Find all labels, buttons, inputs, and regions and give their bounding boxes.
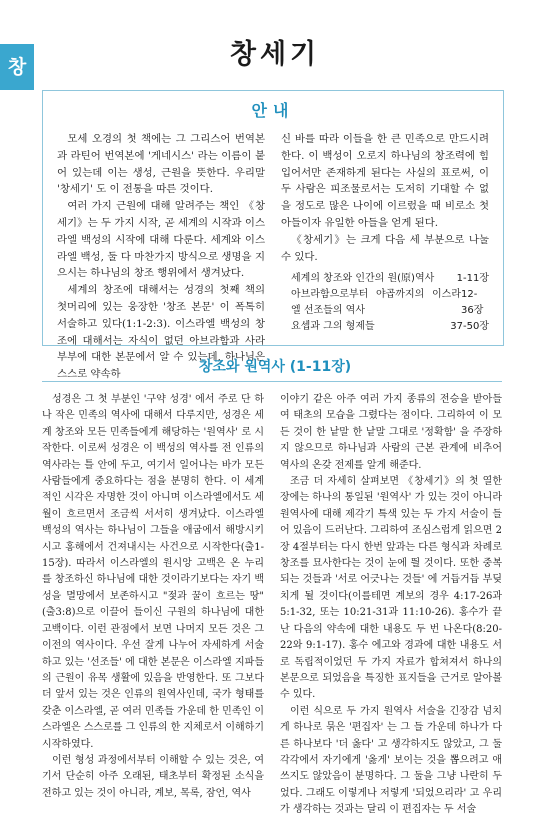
main-right-column bbox=[280, 392, 502, 816]
body-paragraph: 성경은 그 첫 부분인 '구약 성경' 에서 주로 단 하나 작은 민족의 역사에 대해서 다루지만, 성경은 세계 창조와 모든 민족들에게 해당하는 '원역사' 로 시작한다. 이로써 성경은 이 백성의 역사를 전 인류의 역사라는 틀 안에 두고, 여기서 일어나는 바가 모든 사람들에게 중요하다는 점을 분명히 한다. 이 세계적인 시각은 자명한 것이 아니며 이스라엘에서도 세월이 흐르면서 조금씩 서서히 생겨났다. 이스라엘 백성의 역사는 하나님이 그들을 애굽에서 해방시키시고 홍해에서 건져내시는 사건으로 시작한다(출1-15장). 따라서 이스라엘의 원시앙 고백은 온 누리를 창조하신 하나님에 대한 것이라기보다는 자기 백성을 멸망에서 보존하시고 "젖과 꿀이 흐르는 땅"(출3:8)으로 이끌어 들이신 구원의 하나님에 대한 고백이다. 이런 관점에서 보면 나머지 모든 것은 그 이전의 역사이다. 우선 잘게 나누어 자세하게 서술하고 있는 '선조들' 에 대한 본문은 이스라엘 지파들의 근원이 유목 생활에 있음을 반영한다. 또 그보다 더 앞서 있는 것은 인류의 원역사인데, 국가 형태를 갖춘 이스라엘, 곧 여러 민족들 가운데 한 민족인 이스라엘은 스스로를 그 인류의 한 지체로서 이해하기 시작하였다. bbox=[42, 394, 264, 750]
intro-paragraph: 모세 오경의 첫 책에는 그 그리스어 번역본과 라틴어 번역본에 '게네시스' 라는 이름이 붙어 있는데 이는 생성, 근원을 뜻한다. 우리말 '창세기' 도 이 전통을 따른 것이다. bbox=[57, 133, 265, 196]
outline-range: 1-11장 bbox=[456, 273, 489, 285]
outline-range: 12-36장 bbox=[460, 289, 484, 317]
main-left-column bbox=[42, 392, 264, 799]
body-paragraph: 조금 더 자세히 살펴보면 《창세기》의 첫 열한 장에는 하나의 통일된 '원역사' 가 있는 것이 아니라 원역사에 대해 제각기 특색 있는 두 가지 서술이 들어 있음이 드러난다. 그리하여 조심스럽게 읽으면 2장 4절부터는 다시 한번 앞과는 다른 형식과 차례로 창조를 묘사한다는 것이 눈에 띌 것이다. 또한 중복되는 것들과 '서로 어긋나는 것들' 에 거듭거듭 부딪치게 될 것이다(이를테면 계보의 경우 4:17-26과 5:1-32, 또는 10:21-31과 11:10-26). 홍수가 끝난 다음의 약속에 대한 내용도 두 번 나온다(8:20-22와 9:1-17). 홍수 에고와 경과에 대한 내용도 서로 독립적이었던 두 가지 자료가 합쳐져서 하나의 본문으로 되었음을 특징한 표지들을 근거로 알아볼 수 있다. bbox=[280, 476, 502, 701]
body-paragraph: 이런 형성 과정에서부터 이해할 수 있는 것은, 여기서 단순히 아주 오래된, 태초부터 확정된 소식을 전하고 있는 것이 아니라, 계보, 목록, 잠언, 역사 bbox=[42, 754, 264, 799]
body-paragraph: 이야기 같은 아주 여러 가지 종류의 전승을 받아들여 태초의 모습을 그렸다는 점이다. 그리하여 이 모든 것이 한 낱말 한 낱말 그대로 '정확함' 을 주장하지 않으므로 하나님과 사람의 근본 관계에 비추어 역사의 온갖 전제를 알게 해준다. bbox=[280, 394, 502, 471]
intro-paragraph: 세계의 창조에 대해서는 성경의 첫째 책의 첫머리에 있는 웅장한 '창조 본문' 이 폭톡히 서술하고 있다(1:1-2:3). 이스라엘 백성의 창조에 대해서는 자식이 없던 아브라함과 사라 부부에 대한 본문에서 알 수 있는데, 하나님은 스스로 약속하 bbox=[57, 284, 265, 381]
section-divider bbox=[42, 381, 502, 382]
outline-item bbox=[281, 319, 489, 335]
intro-left-column bbox=[57, 131, 265, 381]
outline-label: 요셉과 그의 형제들 bbox=[291, 321, 375, 333]
intro-paragraph: 《창세기》는 크게 다음 세 부분으로 나눌 수 있다. bbox=[281, 233, 489, 263]
outline-item bbox=[281, 271, 489, 287]
book-tab: 창 bbox=[0, 44, 34, 90]
outline-label: 세계의 창조와 인간의 원(原)역사 bbox=[291, 273, 435, 285]
body-paragraph: 이런 식으로 두 가지 원역사 서술을 긴장감 넘치게 하나로 묶은 '편집자' 는 그 들 가운데 하나가 다른 하나보다 '더 옳다' 고 생각하지도 않았고, 그 둘 각각에서 자기에게 '옳게' 보이는 것을 뽑으려고 애쓰지도 않았음이 분명하다. 그 둘을 그냥 나란히 두었다. 그래도 이렇게나 저렇게 '되었으리라' 고 우리가 생각하는 것과는 달리 이 편집자는 두 서술 bbox=[280, 705, 502, 816]
page-title: 창세기 bbox=[229, 39, 321, 70]
outline-range: 37-50장 bbox=[450, 321, 489, 333]
outline-label: 아브라함으로부터 야곱까지의 이스라엘 선조들의 역사 bbox=[291, 289, 461, 317]
section-title: 창조와 원역사 (1-11장) bbox=[198, 359, 352, 375]
main-text bbox=[42, 392, 502, 816]
intro-paragraph: 여러 가지 근원에 대해 알려주는 책인 《창세기》는 두 가지 시작, 곧 세계의 시작과 이스라엘 백성의 시작에 대해 다룬다. 세계와 이스라엘 백성, 둘 다 마찬가지 방식으로 생명을 지으시는 하나님의 창조 행위에서 생겨났다. bbox=[57, 200, 265, 280]
intro-paragraph: 신 바를 따라 이들을 한 큰 민족으로 만드시려 한다. 이 백성이 오로지 하나님의 창조력에 힘입어서만 존재하게 된다는 사실의 표로써, 이 두 사람은 피조물로서는 도저히 기대할 수 없을 정도로 많은 나이에 이르렀을 때 비로소 첫 아들이자 유일한 아들을 얻게 된다. bbox=[281, 133, 489, 229]
intro-right-column bbox=[281, 131, 489, 337]
intro-heading: 안내 bbox=[251, 101, 295, 120]
outline-list bbox=[281, 271, 489, 335]
outline-item bbox=[281, 287, 489, 319]
